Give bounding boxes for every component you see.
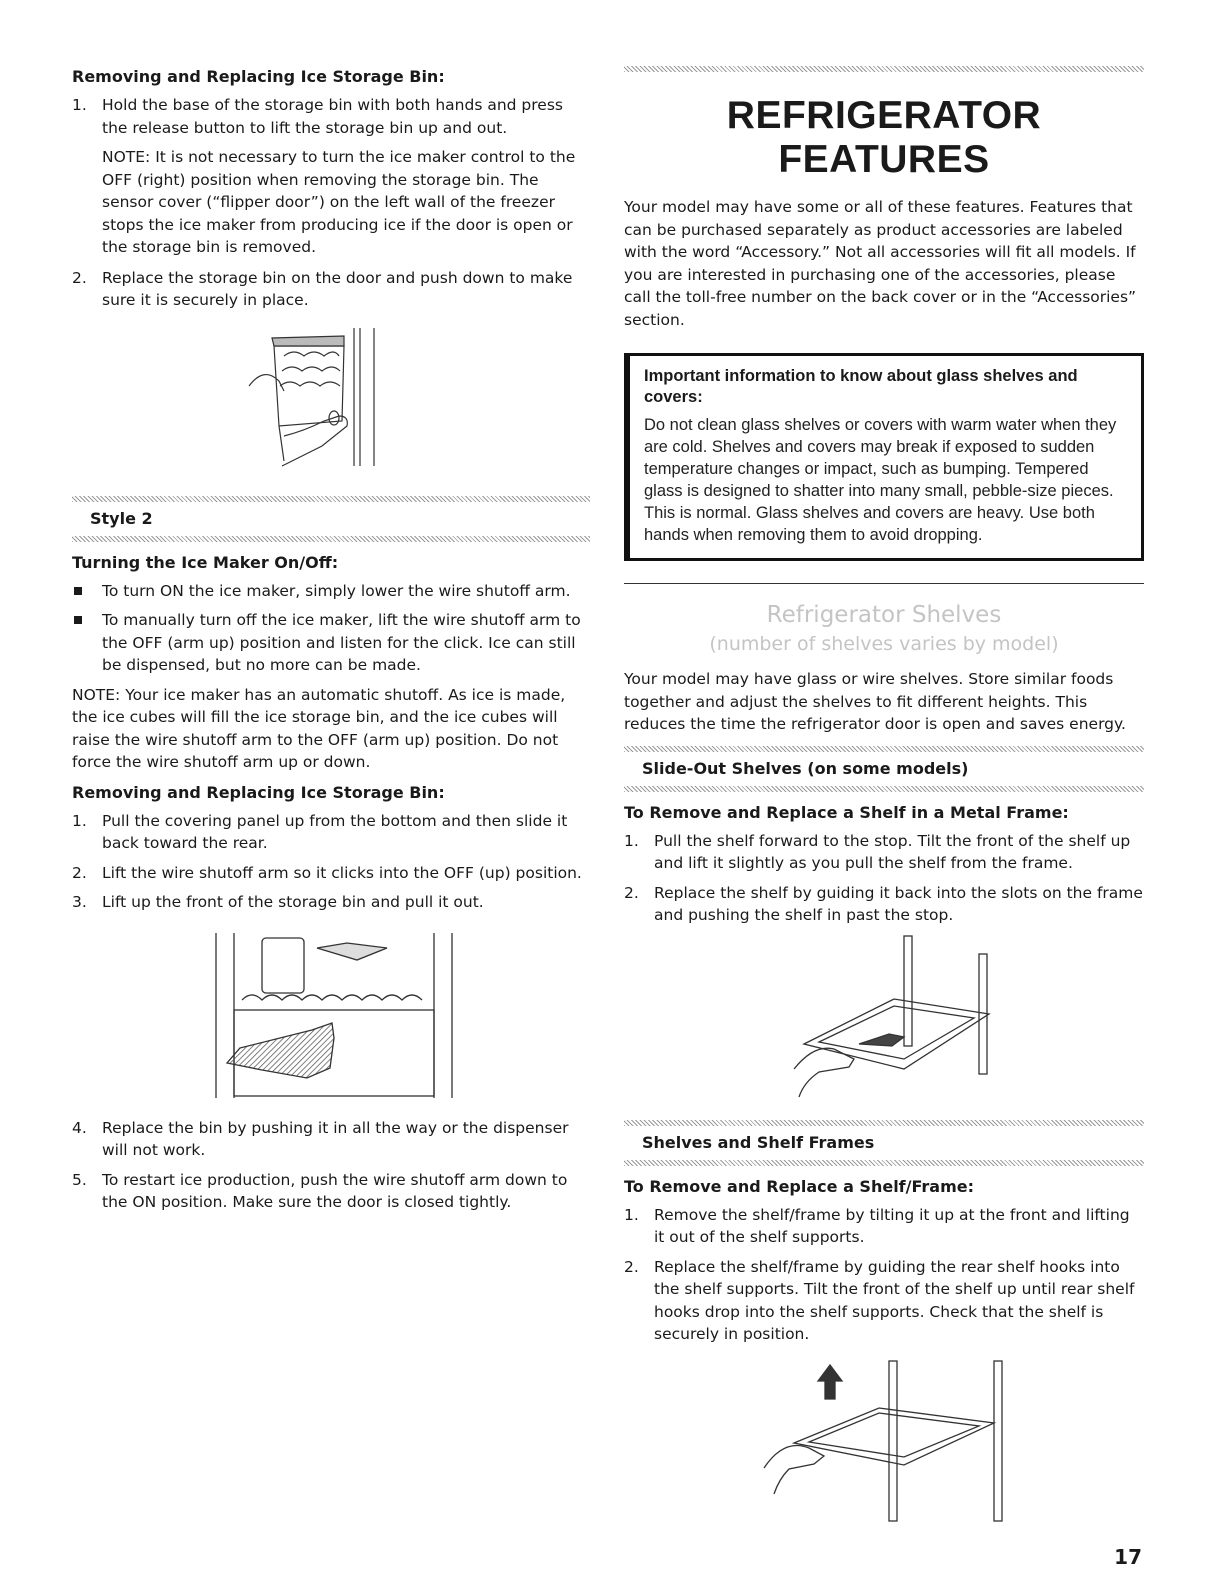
step-number: 1. xyxy=(72,811,87,830)
step-number: 3. xyxy=(72,893,87,911)
section-heading: To Remove and Replace a Shelf in a Metal Frame: xyxy=(624,802,1069,822)
step-text: Replace the shelf/frame by guiding the rear shelf hooks into the shelf supports. Tilt the front of the shelf up until rear shelf hooks drop into the shelf supports. Check that the shelf is securely in position. xyxy=(654,1257,1135,1343)
steps-list xyxy=(72,94,590,139)
intro-text: Your model may have some or all of these features. Features that can be purchased separately as product accessories are labeled with the word “Accessory.” Not all accessories will fit all models. If you are interested in purchasing one of the accessories, please call the toll-free number on the back cover or in the “Accessories” section. xyxy=(624,198,1137,329)
step-text: Replace the shelf by guiding it back into the slots on the frame and pushing the shelf in past the stop. xyxy=(654,883,1143,924)
divider xyxy=(624,66,1144,72)
ice-bin-pull-out-illustration xyxy=(212,928,472,1103)
steps-list xyxy=(72,267,590,312)
step-text: Replace the bin by pushing it in all the way or the dispenser will not work. xyxy=(102,1118,569,1159)
step-text: Hold the base of the storage bin with both hands and press the release button to lift the storage bin up and out. xyxy=(102,96,563,137)
divider xyxy=(72,536,590,542)
shelf-frame-illustration xyxy=(754,1353,1004,1528)
list-item xyxy=(624,830,1144,875)
list-item xyxy=(72,891,590,914)
step-number: 2. xyxy=(624,1257,639,1276)
bullet-list xyxy=(72,580,590,677)
shelves-intro: Your model may have glass or wire shelves. Store similar foods together and adjust the shelves to fit different heights. This reduces the time the refrigerator door is open and saves energy. xyxy=(624,670,1126,733)
frames-band-title: Shelves and Shelf Frames xyxy=(642,1132,875,1152)
divider xyxy=(624,1160,1144,1166)
slide-out-band-title: Slide-Out Shelves (on some models) xyxy=(642,758,969,778)
step-text: Pull the shelf forward to the stop. Tilt the front of the shelf up and lift it slightly as you pull the shelf from the frame. xyxy=(654,831,1131,872)
steps-list xyxy=(624,830,1144,927)
list-item xyxy=(624,882,1144,927)
shelves-subtitle: (number of shelves varies by model) xyxy=(709,633,1059,655)
note-text: NOTE: It is not necessary to turn the ice maker control to the OFF (right) position when removing the storage bin. The sensor cover (“flipper door”) on the left wall of the freezer stops the ice maker from producing ice if the door is open or the storage bin is removed. xyxy=(102,148,576,256)
step-text: To restart ice production, push the wire shutoff arm down to the ON position. Make sure the door is closed tightly. xyxy=(102,1170,568,1211)
step-number: 2. xyxy=(72,268,87,287)
divider xyxy=(624,786,1144,792)
bullet-text: To turn ON the ice maker, simply lower the wire shutoff arm. xyxy=(102,581,571,600)
step-number: 2. xyxy=(624,883,639,902)
right-column xyxy=(624,66,1144,1528)
note-text: NOTE: Your ice maker has an automatic shutoff. As ice is made, the ice cubes will fill the ice storage bin, and the ice cubes will raise the wire shutoff arm to the OFF (arm up) position. Do not force the wire shutoff arm up or down. xyxy=(72,685,566,771)
step-text: Replace the storage bin on the door and push down to make sure it is securely in place. xyxy=(102,268,573,309)
list-item xyxy=(72,609,590,677)
list-item xyxy=(624,1204,1144,1249)
page-title: REFRIGERATOR FEATURES xyxy=(726,94,1042,181)
left-column xyxy=(72,66,590,1221)
warning-title: Important information to know about glass shelves and covers: xyxy=(644,367,1078,406)
slide-out-shelf-illustration xyxy=(764,934,1004,1104)
step-number: 1. xyxy=(72,96,87,114)
bullet-icon xyxy=(74,616,82,624)
section-heading: Removing and Replacing Ice Storage Bin: xyxy=(72,67,445,86)
steps-list xyxy=(624,1204,1144,1346)
divider xyxy=(624,583,1144,584)
step-number: 2. xyxy=(72,863,87,882)
bullet-text: To manually turn off the ice maker, lift the wire shutoff arm to the OFF (arm up) position and listen for the click. Ice can still be dispensed, but no more can be made. xyxy=(102,611,581,674)
shelves-title: Refrigerator Shelves xyxy=(766,602,1002,628)
step-number: 1. xyxy=(624,831,639,850)
list-item xyxy=(72,810,590,855)
step-number: 5. xyxy=(72,1170,87,1189)
warning-body: Do not clean glass shelves or covers with warm water when they are cold. Shelves and covers may break if exposed to sudden temperature changes or impact, such as bumping. Tempered glass is designed to shatter into many small, pebble-size pieces. This is normal. Glass shelves and covers are heavy. Use both hands when removing them to avoid dropping. xyxy=(644,416,1117,544)
list-item xyxy=(72,862,590,885)
section-heading: Turning the Ice Maker On/Off: xyxy=(72,552,339,572)
step-text: Pull the covering panel up from the bottom and then slide it back toward the rear. xyxy=(102,811,568,852)
list-item xyxy=(72,1117,590,1162)
step-text: Lift up the front of the storage bin and pull it out. xyxy=(102,893,484,911)
ice-bin-removal-illustration xyxy=(244,326,424,476)
steps-list xyxy=(72,810,590,914)
list-item xyxy=(72,94,590,139)
step-number: 1. xyxy=(624,1205,639,1224)
step-text: Lift the wire shutoff arm so it clicks into the OFF (up) position. xyxy=(102,863,582,882)
list-item xyxy=(72,267,590,312)
step-text: Remove the shelf/frame by tilting it up at the front and lifting it out of the shelf supports. xyxy=(654,1205,1130,1246)
style-label: Style 2 xyxy=(90,508,153,528)
bullet-icon xyxy=(74,587,82,595)
section-heading: To Remove and Replace a Shelf/Frame: xyxy=(624,1176,974,1196)
list-item xyxy=(72,1169,590,1214)
list-item xyxy=(624,1256,1144,1346)
section-heading: Removing and Replacing Ice Storage Bin: xyxy=(72,782,445,802)
page-number: 17 xyxy=(1114,1545,1142,1569)
warning-box xyxy=(624,353,1144,561)
list-item xyxy=(72,580,590,603)
steps-list xyxy=(72,1117,590,1214)
step-number: 4. xyxy=(72,1118,87,1137)
